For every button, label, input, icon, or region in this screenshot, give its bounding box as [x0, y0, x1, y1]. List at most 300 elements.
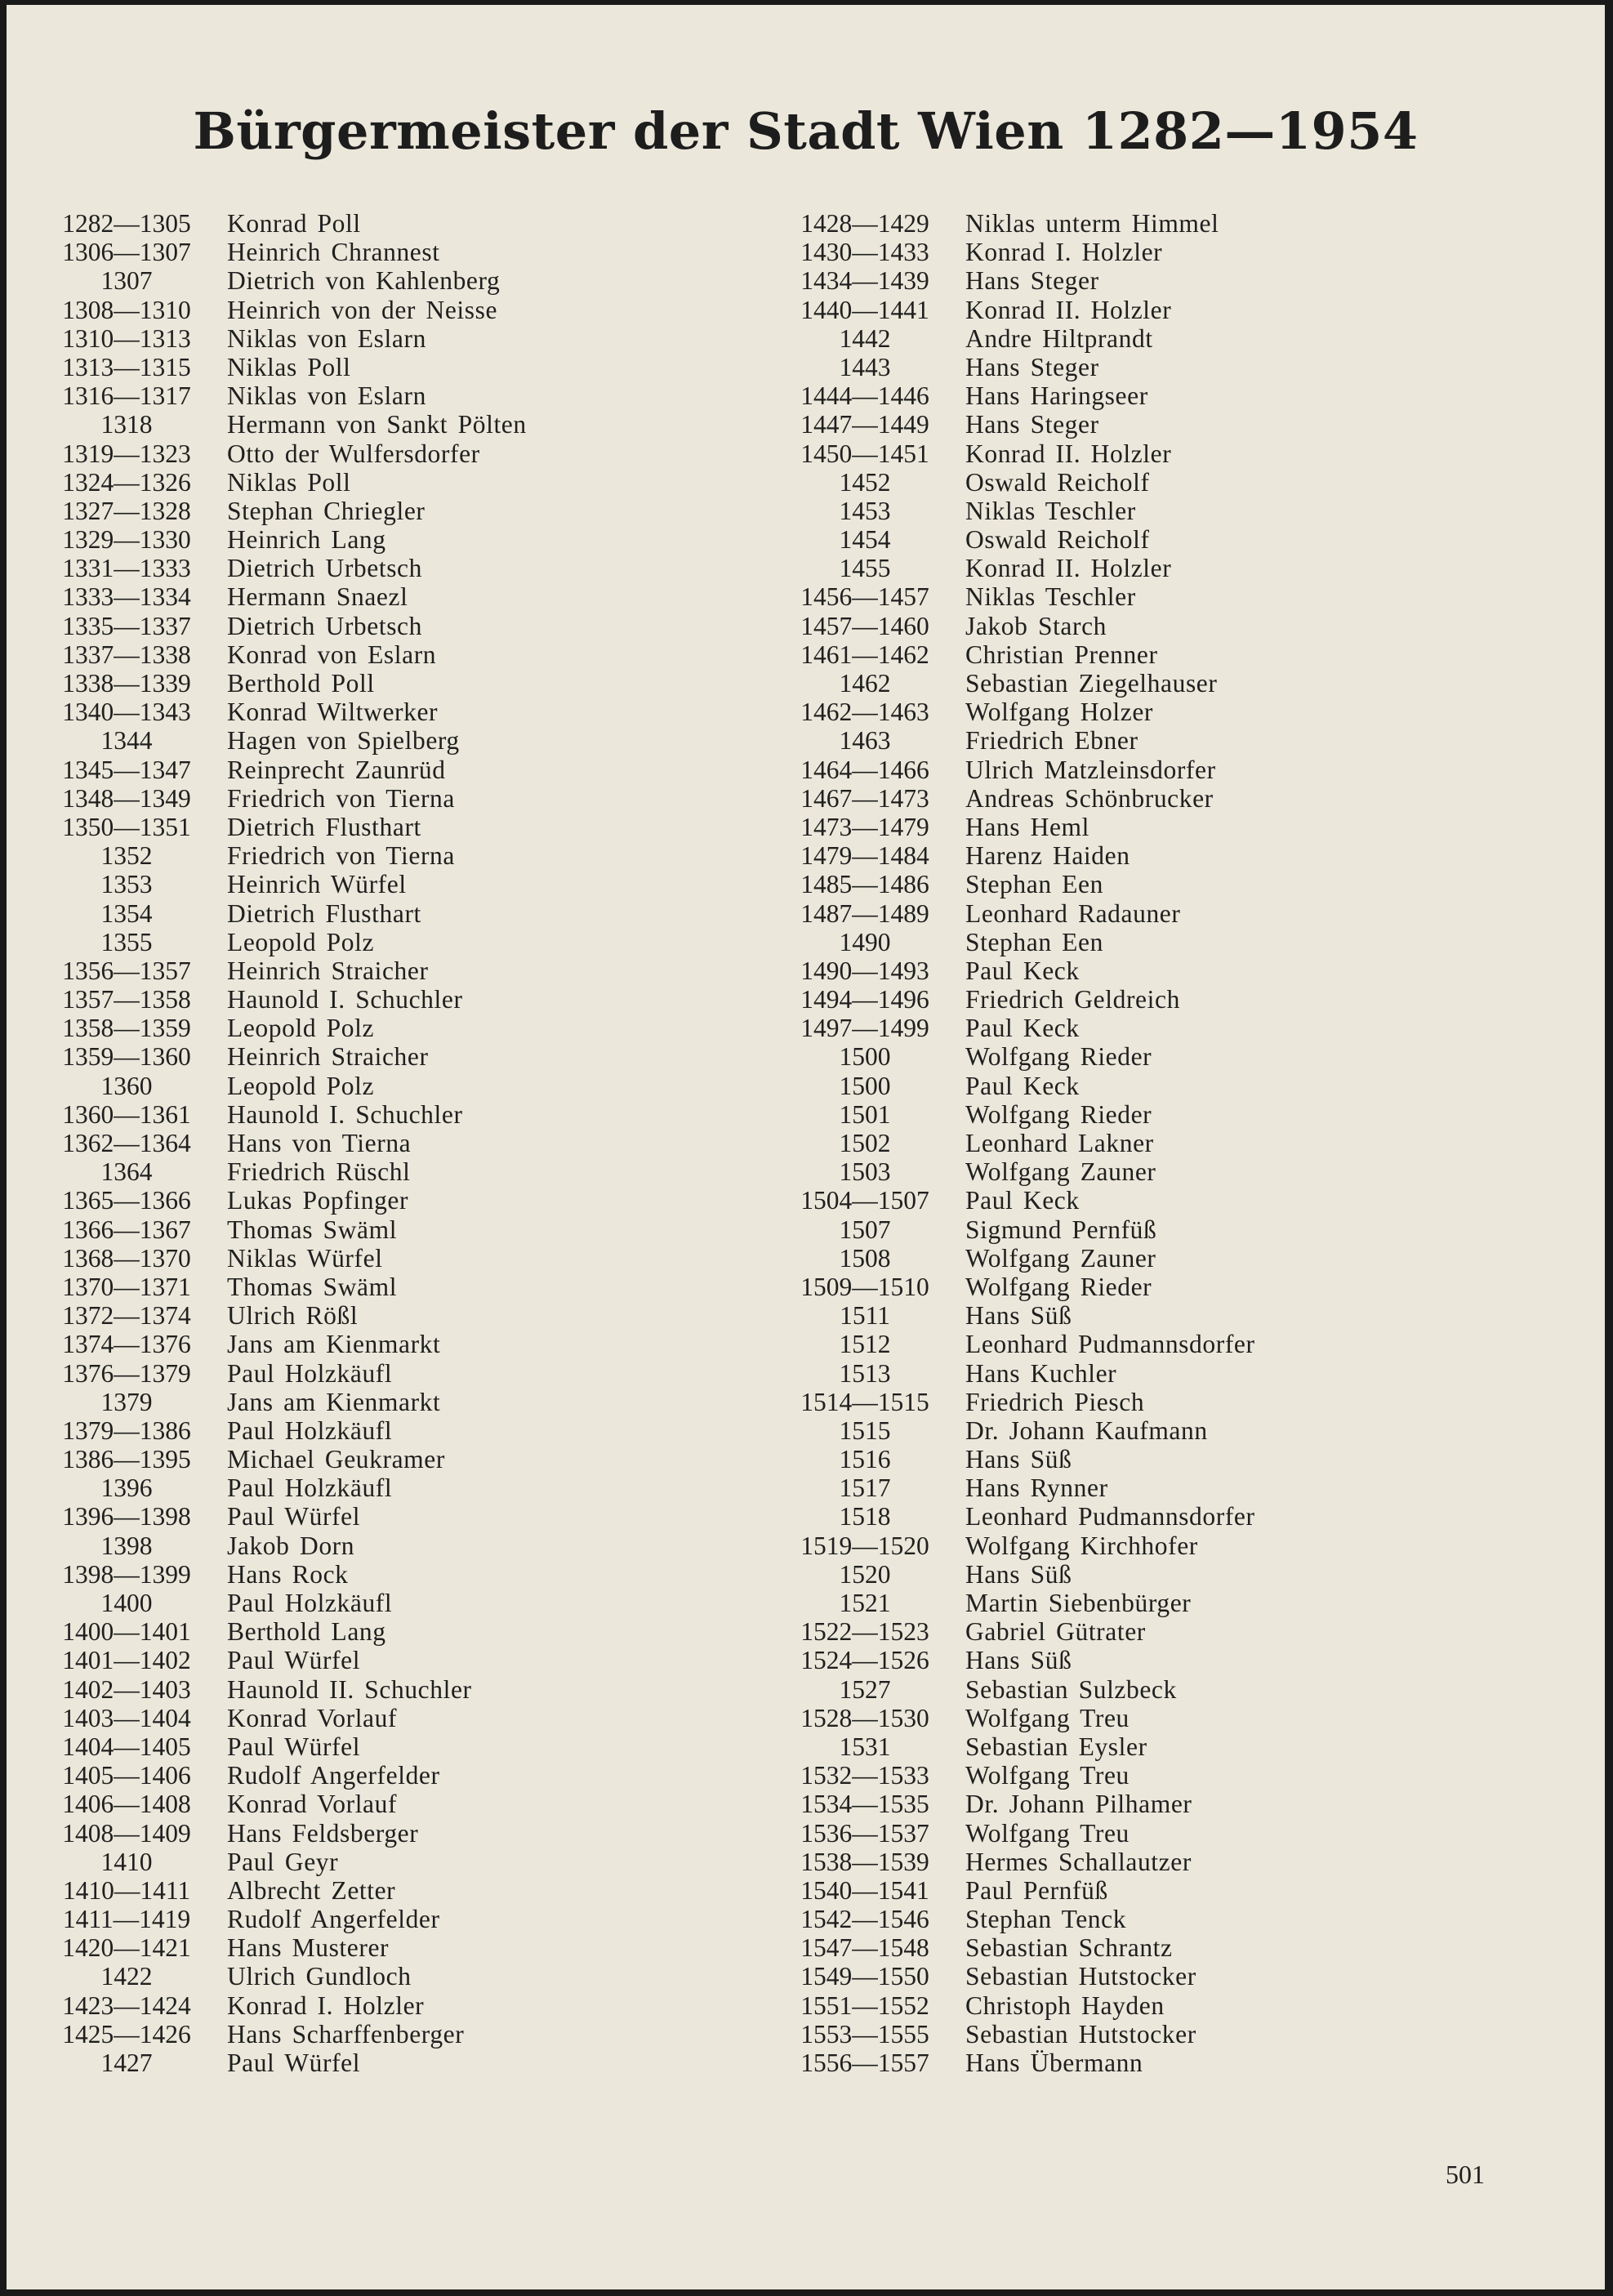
- mayor-name: Andreas Schönbrucker: [965, 783, 1214, 813]
- mayor-name: Sebastian Schrantz: [965, 1933, 1173, 1963]
- mayor-name: Sebastian Eysler: [965, 1732, 1147, 1761]
- mayor-name: Ulrich Matzleinsdorfer: [965, 755, 1216, 784]
- mayor-entry: [786, 669, 1255, 698]
- mayor-entry: [786, 410, 1255, 439]
- mayor-name: Friedrich von Tierna: [227, 841, 455, 871]
- mayor-name: Konrad Poll: [227, 209, 361, 238]
- mayor-name: Niklas Poll: [227, 467, 351, 497]
- mayor-entry: [49, 497, 527, 525]
- mayor-name: Haunold II. Schuchler: [227, 1674, 472, 1704]
- term-years: 1396—1398: [62, 1502, 191, 1531]
- mayor-name: Niklas Teschler: [965, 582, 1136, 612]
- mayor-entry: [49, 899, 527, 928]
- term-years: 1364: [100, 1157, 153, 1187]
- term-years: 1455: [839, 554, 891, 583]
- mayor-name: Paul Keck: [965, 956, 1080, 985]
- mayor-name: Thomas Swäml: [227, 1272, 398, 1301]
- mayor-entry: [49, 582, 527, 611]
- mayor-entry: [786, 439, 1255, 468]
- term-years: 1511: [840, 1301, 890, 1331]
- mayor-entry: [786, 1560, 1255, 1589]
- mayor-entry: [49, 726, 527, 755]
- mayor-entry: [49, 928, 527, 956]
- mayor-name: Jakob Dorn: [227, 1531, 355, 1560]
- mayor-entry: [786, 985, 1255, 1014]
- mayor-name: Berthold Poll: [227, 669, 375, 698]
- mayor-name: Wolfgang Zauner: [965, 1157, 1156, 1187]
- mayor-entry: [786, 2049, 1255, 2077]
- mayor-name: Michael Geukramer: [227, 1445, 445, 1474]
- mayor-entry: [786, 1244, 1255, 1273]
- mayor-entry: [49, 525, 527, 554]
- mayor-name: Friedrich von Tierna: [227, 783, 455, 813]
- mayor-name: Wolfgang Kirchhofer: [965, 1531, 1198, 1560]
- mayor-entry: [49, 1359, 527, 1388]
- mayor-entry: [786, 1848, 1255, 1876]
- mayor-entry: [786, 726, 1255, 755]
- term-years: 1440—1441: [800, 295, 929, 324]
- mayor-name: Friedrich Rüschl: [227, 1157, 411, 1187]
- mayor-name: Friedrich Geldreich: [965, 985, 1180, 1014]
- mayor-entry: [786, 209, 1255, 238]
- mayor-entry: [786, 1905, 1255, 1933]
- mayor-name: Hans Rynner: [965, 1473, 1108, 1503]
- term-years: 1396: [100, 1473, 153, 1503]
- term-years: 1324—1326: [62, 467, 191, 497]
- mayor-entry: [786, 1933, 1255, 1962]
- mayor-entry: [49, 1301, 527, 1330]
- mayor-name: Konrad Vorlauf: [227, 1790, 398, 1819]
- mayor-entry: [49, 1848, 527, 1876]
- term-years: 1400—1401: [62, 1617, 191, 1647]
- mayor-name: Christoph Hayden: [965, 1991, 1165, 2020]
- mayor-entry: [786, 1215, 1255, 1244]
- mayor-entry: [49, 324, 527, 353]
- term-years: 1355: [100, 927, 153, 956]
- term-years: 1514—1515: [800, 1387, 929, 1416]
- mayor-name: Hermann von Sankt Pölten: [227, 410, 527, 439]
- mayor-name: Wolfgang Rieder: [965, 1099, 1152, 1129]
- term-years: 1521: [839, 1589, 891, 1617]
- mayor-name: Jakob Starch: [965, 611, 1107, 640]
- mayor-entry: [786, 1531, 1255, 1560]
- term-years: 1540—1541: [800, 1875, 929, 1905]
- mayor-entry: [49, 410, 527, 439]
- mayor-name: Sebastian Hutstocker: [965, 2019, 1196, 2049]
- term-years: 1403—1404: [62, 1703, 191, 1732]
- mayor-entry: [49, 2049, 527, 2077]
- term-years: 1406—1408: [62, 1790, 191, 1819]
- term-years: 1360—1361: [62, 1099, 191, 1129]
- mayor-name: Paul Würfel: [227, 1732, 361, 1761]
- term-years: 1410: [100, 1847, 153, 1876]
- mayor-name: Jans am Kienmarkt: [227, 1330, 441, 1359]
- term-years: 1520: [839, 1559, 891, 1589]
- term-years: 1356—1357: [62, 956, 191, 985]
- mayor-entry: [49, 266, 527, 295]
- mayor-name: Jans am Kienmarkt: [227, 1387, 441, 1416]
- mayor-name: Konrad Wiltwerker: [227, 698, 439, 727]
- term-years: 1400: [100, 1589, 153, 1617]
- mayor-entry: [49, 1014, 527, 1042]
- mayor-name: Wolfgang Zauner: [965, 1243, 1156, 1273]
- mayor-entry: [49, 1473, 527, 1502]
- mayor-name: Dietrich Flusthart: [227, 812, 421, 841]
- mayor-name: Oswald Reicholf: [965, 525, 1150, 555]
- term-years: 1422: [100, 1962, 153, 1991]
- term-years: 1504—1507: [800, 1186, 929, 1215]
- mayor-entry: [786, 841, 1255, 870]
- mayor-name: Hans Süß: [965, 1445, 1072, 1474]
- term-years: 1365—1366: [62, 1186, 191, 1215]
- mayor-entry: [49, 1042, 527, 1071]
- mayor-entry: [786, 870, 1255, 898]
- mayor-entry: [49, 640, 527, 669]
- term-years: 1338—1339: [62, 669, 191, 698]
- mayor-name: Leonhard Pudmannsdorfer: [965, 1502, 1255, 1531]
- mayor-entry: [49, 1876, 527, 1905]
- mayor-name: Andre Hiltprandt: [965, 323, 1153, 353]
- term-years: 1316—1317: [62, 381, 191, 411]
- term-years: 1368—1370: [62, 1243, 191, 1273]
- mayor-name: Leopold Polz: [227, 1014, 375, 1043]
- mayor-name: Harenz Haiden: [965, 841, 1130, 871]
- mayor-entry: [786, 1502, 1255, 1531]
- mayor-entry: [786, 956, 1255, 985]
- mayor-entry: [786, 1359, 1255, 1388]
- mayor-name: Berthold Lang: [227, 1617, 386, 1647]
- term-years: 1515: [839, 1415, 891, 1445]
- mayor-name: Hans Feldsberger: [227, 1818, 419, 1848]
- mayor-entry: [49, 756, 527, 784]
- mayor-entry: [49, 841, 527, 870]
- mayor-name: Niklas von Eslarn: [227, 381, 426, 411]
- term-years: 1398—1399: [62, 1559, 191, 1589]
- term-years: 1372—1374: [62, 1301, 191, 1331]
- mayor-entry: [786, 1790, 1255, 1818]
- mayor-name: Paul Keck: [965, 1014, 1080, 1043]
- term-years: 1454: [839, 525, 891, 555]
- mayor-entry: [49, 1244, 527, 1273]
- mayor-name: Haunold I. Schuchler: [227, 985, 463, 1014]
- term-years: 1461—1462: [800, 640, 929, 669]
- mayor-name: Ulrich Rößl: [227, 1301, 359, 1331]
- term-years: 1507: [839, 1215, 891, 1244]
- term-years: 1532—1533: [800, 1761, 929, 1790]
- mayor-entry: [49, 381, 527, 410]
- mayor-name: Paul Keck: [965, 1071, 1080, 1100]
- term-years: 1452: [839, 467, 891, 497]
- term-years: 1411—1419: [62, 1905, 191, 1934]
- term-years: 1462: [839, 669, 891, 698]
- term-years: 1366—1367: [62, 1215, 191, 1244]
- term-years: 1447—1449: [800, 410, 929, 439]
- mayor-entry: [49, 439, 527, 468]
- term-years: 1464—1466: [800, 755, 929, 784]
- mayor-name: Paul Keck: [965, 1186, 1080, 1215]
- term-years: 1473—1479: [800, 812, 929, 841]
- term-years: 1337—1338: [62, 640, 191, 669]
- term-years: 1547—1548: [800, 1933, 929, 1963]
- term-years: 1402—1403: [62, 1674, 191, 1704]
- mayor-name: Heinrich Lang: [227, 525, 386, 555]
- term-years: 1442: [839, 323, 891, 353]
- mayor-entry: [49, 784, 527, 813]
- mayor-name: Leopold Polz: [227, 927, 375, 956]
- mayor-name: Oswald Reicholf: [965, 467, 1150, 497]
- mayor-entry: [786, 1819, 1255, 1848]
- mayor-entry: [786, 468, 1255, 497]
- term-years: 1509—1510: [800, 1272, 929, 1301]
- term-years: 1457—1460: [800, 611, 929, 640]
- term-years: 1485—1486: [800, 870, 929, 899]
- mayor-entry: [786, 381, 1255, 410]
- mayor-entry: [49, 1388, 527, 1416]
- mayor-name: Stephan Een: [965, 870, 1103, 899]
- term-years: 1500: [839, 1042, 891, 1072]
- mayor-name: Hans Steger: [965, 410, 1099, 439]
- term-years: 1430—1433: [800, 238, 929, 267]
- term-years: 1444—1446: [800, 381, 929, 411]
- mayor-entry: [786, 296, 1255, 324]
- mayor-name: Wolfgang Holzer: [965, 698, 1154, 727]
- term-years: 1456—1457: [800, 582, 929, 612]
- mayor-entry: [49, 1617, 527, 1646]
- mayor-name: Hermes Schallautzer: [965, 1847, 1192, 1876]
- mayor-entry: [49, 1675, 527, 1704]
- mayor-name: Dietrich Urbetsch: [227, 611, 422, 640]
- term-years: 1534—1535: [800, 1790, 929, 1819]
- mayor-entry: [786, 497, 1255, 525]
- mayor-name: Paul Holzkäufl: [227, 1415, 393, 1445]
- mayor-name: Konrad II. Holzler: [965, 439, 1172, 468]
- term-years: 1522—1523: [800, 1617, 929, 1647]
- mayor-list-right-column: [786, 209, 1255, 2077]
- mayor-entry: [786, 1273, 1255, 1301]
- mayor-name: Hans Süß: [965, 1559, 1072, 1589]
- mayor-name: Sebastian Ziegelhauser: [965, 669, 1218, 698]
- mayor-name: Paul Würfel: [227, 1646, 361, 1675]
- mayor-name: Konrad I. Holzler: [227, 1991, 425, 2020]
- mayor-entry: [786, 1301, 1255, 1330]
- mayor-entry: [49, 209, 527, 238]
- term-years: 1404—1405: [62, 1732, 191, 1761]
- mayor-entry: [786, 1761, 1255, 1790]
- term-years: 1408—1409: [62, 1818, 191, 1848]
- term-years: 1501: [839, 1099, 891, 1129]
- mayor-name: Niklas unterm Himmel: [965, 209, 1219, 238]
- mayor-name: Stephan Chriegler: [227, 496, 426, 525]
- mayor-entry: [786, 756, 1255, 784]
- mayor-entry: [786, 2020, 1255, 2049]
- term-years: 1443: [839, 352, 891, 381]
- term-years: 1306—1307: [62, 238, 191, 267]
- mayor-entry: [49, 1646, 527, 1674]
- mayor-name: Paul Würfel: [227, 1502, 361, 1531]
- mayor-entry: [786, 582, 1255, 611]
- mayor-name: Hans Süß: [965, 1301, 1072, 1331]
- mayor-name: Albrecht Zetter: [227, 1875, 396, 1905]
- mayor-name: Konrad von Eslarn: [227, 640, 437, 669]
- mayor-name: Hans Rock: [227, 1559, 349, 1589]
- term-years: 1335—1337: [62, 611, 191, 640]
- term-years: 1517: [839, 1473, 891, 1503]
- mayor-entry: [49, 870, 527, 898]
- mayor-name: Leonhard Pudmannsdorfer: [965, 1330, 1255, 1359]
- mayor-entry: [786, 1876, 1255, 1905]
- term-years: 1531: [839, 1732, 891, 1761]
- mayor-entry: [786, 784, 1255, 813]
- term-years: 1376—1379: [62, 1358, 191, 1388]
- mayor-name: Rudolf Angerfelder: [227, 1905, 440, 1934]
- mayor-name: Niklas Poll: [227, 352, 351, 381]
- mayor-entry: [786, 1732, 1255, 1761]
- term-years: 1410—1411: [62, 1875, 191, 1905]
- mayor-name: Heinrich Straicher: [227, 956, 429, 985]
- term-years: 1467—1473: [800, 783, 929, 813]
- mayor-name: Wolfgang Rieder: [965, 1272, 1152, 1301]
- mayor-name: Lukas Popfinger: [227, 1186, 409, 1215]
- mayor-name: Stephan Tenck: [965, 1905, 1127, 1934]
- mayor-entry: [49, 956, 527, 985]
- mayor-name: Friedrich Piesch: [965, 1387, 1145, 1416]
- term-years: 1374—1376: [62, 1330, 191, 1359]
- mayor-entry: [786, 1388, 1255, 1416]
- mayor-name: Sebastian Sulzbeck: [965, 1674, 1177, 1704]
- mayor-entry: [49, 1790, 527, 1818]
- mayor-name: Paul Holzkäufl: [227, 1358, 393, 1388]
- mayor-entry: [49, 1100, 527, 1129]
- term-years: 1497—1499: [800, 1014, 929, 1043]
- mayor-list-left-column: [49, 209, 527, 2077]
- mayor-entry: [49, 669, 527, 698]
- term-years: 1350—1351: [62, 812, 191, 841]
- mayor-entry: [49, 1215, 527, 1244]
- mayor-entry: [49, 612, 527, 640]
- term-years: 1362—1364: [62, 1129, 191, 1157]
- mayor-entry: [786, 324, 1255, 353]
- term-years: 1494—1496: [800, 985, 929, 1014]
- term-years: 1348—1349: [62, 783, 191, 813]
- term-years: 1527: [839, 1674, 891, 1704]
- mayor-entry: [786, 612, 1255, 640]
- mayor-entry: [49, 1157, 527, 1186]
- mayor-name: Hans Steger: [965, 266, 1099, 296]
- term-years: 1353: [100, 870, 153, 899]
- mayor-name: Niklas von Eslarn: [227, 323, 426, 353]
- document-page: [7, 5, 1605, 2289]
- mayor-name: Niklas Würfel: [227, 1243, 383, 1273]
- mayor-entry: [786, 1704, 1255, 1732]
- mayor-name: Sebastian Hutstocker: [965, 1962, 1196, 1991]
- mayor-entry: [49, 1416, 527, 1445]
- term-years: 1542—1546: [800, 1905, 929, 1934]
- mayor-entry: [49, 1905, 527, 1933]
- term-years: 1327—1328: [62, 496, 191, 525]
- mayor-name: Wolfgang Treu: [965, 1703, 1130, 1732]
- term-years: 1502: [839, 1129, 891, 1157]
- mayor-name: Reinprecht Zaunrüd: [227, 755, 446, 784]
- mayor-entry: [786, 1330, 1255, 1358]
- term-years: 1354: [100, 898, 153, 928]
- term-years: 1357—1358: [62, 985, 191, 1014]
- mayor-name: Martin Siebenbürger: [965, 1589, 1192, 1617]
- mayor-entry: [786, 1416, 1255, 1445]
- mayor-name: Konrad II. Holzler: [965, 295, 1172, 324]
- mayor-entry: [786, 554, 1255, 582]
- term-years: 1344: [100, 726, 153, 756]
- term-years: 1516: [839, 1445, 891, 1474]
- mayor-entry: [786, 899, 1255, 928]
- mayor-entry: [786, 1129, 1255, 1157]
- term-years: 1318: [100, 410, 153, 439]
- term-years: 1508: [839, 1243, 891, 1273]
- mayor-name: Hans Scharffenberger: [227, 2019, 465, 2049]
- term-years: 1518: [839, 1502, 891, 1531]
- mayor-name: Hans Übermann: [965, 2049, 1143, 2077]
- mayor-entry: [786, 1473, 1255, 1502]
- mayor-entry: [49, 1962, 527, 1991]
- mayor-entry: [49, 353, 527, 381]
- mayor-name: Thomas Swäml: [227, 1215, 398, 1244]
- mayor-entry: [786, 1646, 1255, 1674]
- mayor-entry: [49, 2020, 527, 2049]
- mayor-name: Christian Prenner: [965, 640, 1158, 669]
- term-years: 1331—1333: [62, 554, 191, 583]
- term-years: 1479—1484: [800, 841, 929, 871]
- mayor-entry: [49, 1560, 527, 1589]
- term-years: 1329—1330: [62, 525, 191, 555]
- mayor-name: Hagen von Spielberg: [227, 726, 460, 756]
- term-years: 1487—1489: [800, 898, 929, 928]
- mayor-entry: [786, 1100, 1255, 1129]
- mayor-name: Haunold I. Schuchler: [227, 1099, 463, 1129]
- mayor-entry: [786, 640, 1255, 669]
- mayor-name: Niklas Teschler: [965, 496, 1136, 525]
- mayor-entry: [49, 1273, 527, 1301]
- mayor-entry: [786, 1962, 1255, 1991]
- mayor-entry: [786, 1617, 1255, 1646]
- mayor-name: Friedrich Ebner: [965, 726, 1138, 756]
- mayor-name: Heinrich Chrannest: [227, 238, 440, 267]
- mayor-name: Otto der Wulfersdorfer: [227, 439, 480, 468]
- term-years: 1453: [839, 496, 891, 525]
- term-years: 1490: [839, 927, 891, 956]
- term-years: 1358—1359: [62, 1014, 191, 1043]
- mayor-entry: [49, 238, 527, 266]
- mayor-entry: [786, 1042, 1255, 1071]
- mayor-entry: [49, 985, 527, 1014]
- mayor-entry: [786, 238, 1255, 266]
- mayor-name: Sigmund Pernfüß: [965, 1215, 1157, 1244]
- term-years: 1434—1439: [800, 266, 929, 296]
- mayor-name: Paul Würfel: [227, 2049, 361, 2077]
- mayor-name: Paul Holzkäufl: [227, 1589, 393, 1617]
- mayor-entry: [786, 698, 1255, 726]
- mayor-entry: [786, 1157, 1255, 1186]
- mayor-entry: [49, 1502, 527, 1531]
- mayor-name: Ulrich Gundloch: [227, 1962, 412, 1991]
- mayor-name: Leonhard Radauner: [965, 898, 1181, 928]
- mayor-entry: [49, 1933, 527, 1962]
- term-years: 1352: [100, 841, 153, 871]
- mayor-name: Paul Geyr: [227, 1847, 339, 1876]
- term-years: 1401—1402: [62, 1646, 191, 1675]
- mayor-entry: [49, 1445, 527, 1473]
- mayor-name: Wolfgang Treu: [965, 1818, 1130, 1848]
- mayor-entry: [49, 698, 527, 726]
- mayor-entry: [49, 1819, 527, 1848]
